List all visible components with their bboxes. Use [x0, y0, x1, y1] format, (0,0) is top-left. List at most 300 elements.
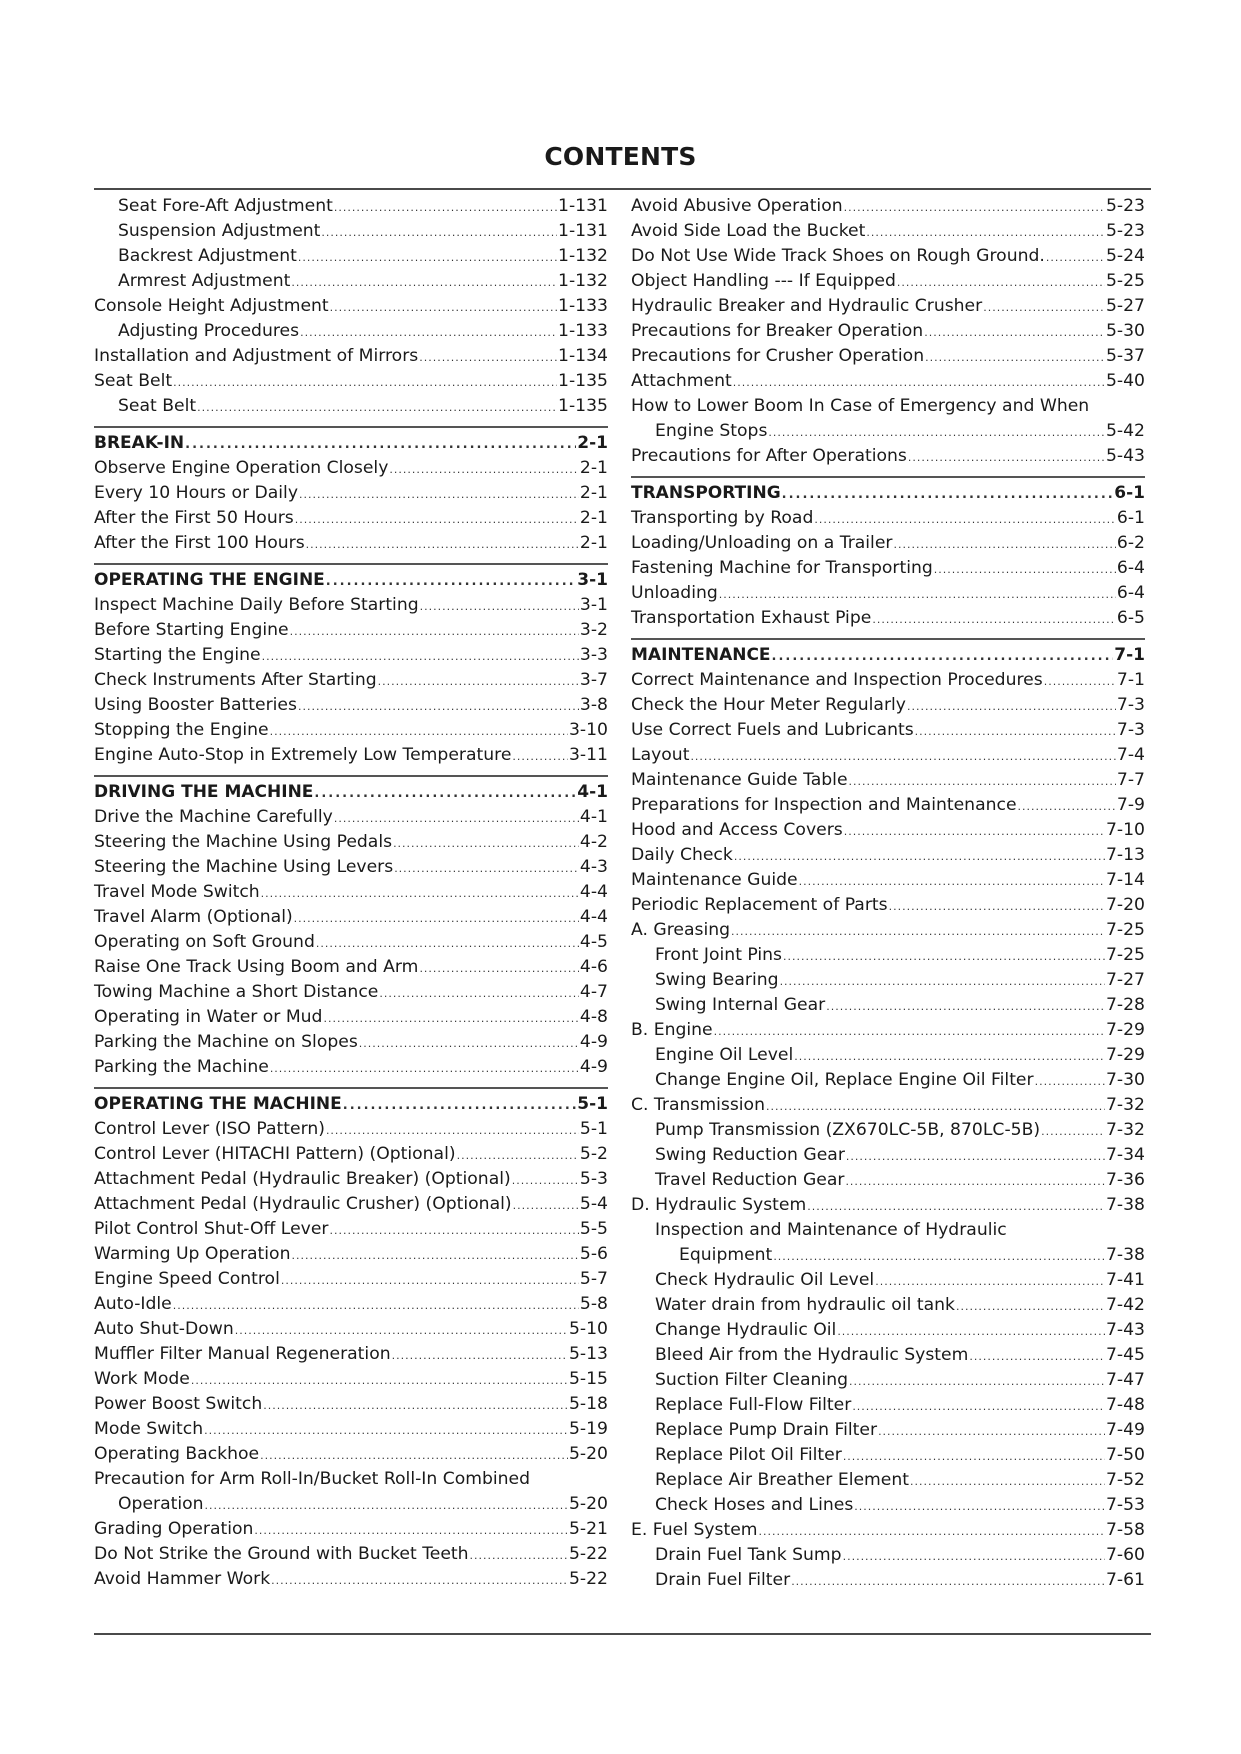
toc-page-number: 4-1 [579, 807, 608, 827]
toc-entry-title: Seat Fore-Aft Adjustment [118, 196, 333, 216]
toc-entry[interactable] [94, 1317, 608, 1342]
dot-leader [759, 1519, 1105, 1544]
toc-entry[interactable] [631, 1493, 1145, 1518]
toc-entry[interactable] [631, 1518, 1145, 1543]
toc-page-number: 7-45 [1105, 1345, 1145, 1365]
dot-leader [281, 1268, 579, 1293]
toc-page-number: 5-37 [1105, 346, 1145, 366]
dot-leader [300, 320, 557, 345]
toc-entry[interactable] [631, 194, 1145, 219]
toc-entry[interactable] [94, 743, 608, 768]
dot-leader [254, 1518, 568, 1543]
toc-entry-title: Operating Backhoe [94, 1444, 260, 1464]
dot-leader [907, 694, 1116, 719]
dot-leader [457, 1143, 579, 1168]
dot-leader [780, 969, 1105, 994]
dot-leader [185, 432, 576, 457]
toc-entry[interactable] [631, 893, 1145, 918]
toc-entry[interactable] [94, 880, 608, 905]
dot-leader [261, 881, 579, 906]
toc-entry[interactable] [631, 1018, 1145, 1043]
toc-entry[interactable] [94, 930, 608, 955]
toc-page-number: 7-14 [1105, 870, 1145, 890]
toc-entry[interactable] [94, 1192, 608, 1217]
toc-entry-title: Drive the Machine Carefully [94, 807, 333, 827]
toc-entry[interactable] [631, 1243, 1145, 1268]
toc-entry-title: Precaution for Arm Roll-In/Bucket Roll-In Combined [94, 1469, 531, 1489]
toc-page-number: 1-135 [558, 396, 608, 416]
bottom-divider [94, 1633, 1151, 1635]
toc-page-number: 5-20 [568, 1444, 608, 1464]
toc-entry-title: Adjusting Procedures [118, 321, 300, 341]
toc-entry[interactable] [631, 743, 1145, 768]
dot-leader [270, 719, 568, 744]
toc-entry-title: Avoid Abusive Operation [631, 196, 843, 216]
dot-leader [772, 644, 1114, 669]
toc-entry[interactable] [631, 843, 1145, 868]
toc-entry-title: Hydraulic Breaker and Hydraulic Crusher [631, 296, 983, 316]
dot-leader [893, 532, 1115, 557]
toc-page-number: 5-22 [568, 1544, 608, 1564]
toc-page-number: 5-15 [568, 1369, 608, 1389]
dot-leader [969, 1344, 1105, 1369]
toc-entry[interactable] [94, 830, 608, 855]
toc-entry[interactable] [94, 593, 608, 618]
toc-entry[interactable] [631, 693, 1145, 718]
toc-entry[interactable] [94, 1005, 608, 1030]
dot-leader [470, 1543, 568, 1568]
toc-entry-title: D. Hydraulic System [631, 1195, 807, 1215]
toc-section-heading[interactable] [631, 476, 1145, 506]
dot-leader [389, 457, 579, 482]
toc-entry-title: After the First 100 Hours [94, 533, 305, 553]
toc-entry[interactable] [94, 1217, 608, 1242]
toc-entry[interactable] [631, 768, 1145, 793]
toc-entry[interactable] [631, 319, 1145, 344]
toc-page-number: 6-5 [1116, 608, 1145, 628]
dot-leader [846, 1144, 1105, 1169]
toc-entry[interactable] [631, 1468, 1145, 1493]
dot-leader [843, 1444, 1105, 1469]
dot-leader [197, 395, 557, 420]
toc-entry-title: Check Hoses and Lines [655, 1495, 854, 1515]
toc-entry-title: Preparations for Inspection and Maintenance [631, 795, 1017, 815]
toc-entry[interactable] [94, 955, 608, 980]
toc-entry-title: Maintenance Guide Table [631, 770, 848, 790]
dot-leader [379, 981, 579, 1006]
toc-entry-title: Steering the Machine Using Pedals [94, 832, 393, 852]
toc-entry-title: Travel Reduction Gear [655, 1170, 845, 1190]
toc-entry[interactable] [631, 993, 1145, 1018]
toc-page-number: 3-8 [579, 695, 608, 715]
toc-entry[interactable] [94, 269, 608, 294]
toc-entry-title: Swing Internal Gear [655, 995, 826, 1015]
dot-leader [298, 245, 557, 270]
dot-leader [826, 994, 1105, 1019]
toc-entry[interactable] [631, 506, 1145, 531]
toc-page-number: 2-1 [579, 508, 608, 528]
toc-page-number: 7-13 [1105, 845, 1145, 865]
toc-entry-title: Engine Speed Control [94, 1269, 280, 1289]
toc-page-number: 4-3 [579, 857, 608, 877]
dot-leader [306, 532, 579, 557]
dot-leader [983, 295, 1105, 320]
dot-leader [235, 1318, 568, 1343]
dot-leader [783, 944, 1105, 969]
toc-page-number: 7-34 [1105, 1145, 1145, 1165]
toc-entry[interactable] [94, 394, 608, 419]
toc-page-number: 7-49 [1105, 1420, 1145, 1440]
toc-page-number: 5-27 [1105, 296, 1145, 316]
toc-entry[interactable] [94, 1517, 608, 1542]
toc-entry-title: Do Not Strike the Ground with Bucket Teeth [94, 1544, 469, 1564]
toc-entry[interactable] [94, 1167, 608, 1192]
toc-page-number: 5-25 [1105, 271, 1145, 291]
dot-leader [733, 370, 1105, 395]
toc-entry[interactable] [94, 294, 608, 319]
toc-entry[interactable] [631, 556, 1145, 581]
toc-entry-line [631, 394, 1145, 419]
toc-entry[interactable] [94, 456, 608, 481]
dot-leader [334, 806, 579, 831]
toc-entry-title: Precautions for Breaker Operation [631, 321, 924, 341]
dot-leader [844, 195, 1105, 220]
toc-entry[interactable] [94, 980, 608, 1005]
toc-entry-title: Replace Air Breather Element [655, 1470, 909, 1490]
toc-entry[interactable] [631, 606, 1145, 631]
toc-entry[interactable] [631, 1093, 1145, 1118]
toc-entry-title: Backrest Adjustment [118, 246, 297, 266]
dot-leader [290, 619, 579, 644]
dot-leader [807, 1194, 1105, 1219]
toc-entry-line [631, 1218, 1145, 1243]
dot-leader [908, 445, 1105, 470]
toc-entry-title: Precautions for Crusher Operation [631, 346, 925, 366]
toc-entry[interactable] [631, 1068, 1145, 1093]
toc-page-number: 5-3 [579, 1169, 608, 1189]
toc-right-column [631, 194, 1145, 1593]
toc-section-heading[interactable] [631, 638, 1145, 668]
toc-section-heading[interactable] [94, 775, 608, 805]
toc-entry-title: Transporting by Road [631, 508, 814, 528]
toc-entry[interactable] [631, 1043, 1145, 1068]
toc-entry[interactable] [94, 1542, 608, 1567]
toc-entry-title: Suction Filter Cleaning [655, 1370, 849, 1390]
toc-entry-title: Control Lever (HITACHI Pattern) (Optional) [94, 1144, 456, 1164]
toc-page-number: 7-25 [1105, 945, 1145, 965]
toc-entry[interactable] [94, 244, 608, 269]
toc-page-number: 4-6 [579, 957, 608, 977]
dot-leader [849, 769, 1116, 794]
toc-entry[interactable] [631, 793, 1145, 818]
dot-leader [889, 894, 1105, 919]
dot-leader [837, 1319, 1105, 1344]
toc-entry[interactable] [94, 481, 608, 506]
dot-leader [782, 482, 1114, 507]
dot-leader [1046, 245, 1105, 270]
toc-page-number: 1-134 [558, 346, 608, 366]
toc-entry[interactable] [631, 1418, 1145, 1443]
toc-page-number: 5-20 [568, 1494, 608, 1514]
toc-entry-title: Periodic Replacement of Parts [631, 895, 888, 915]
toc-entry-title: Replace Full-Flow Filter [655, 1395, 852, 1415]
toc-page-number: 7-4 [1116, 745, 1145, 765]
toc-page-number: 5-22 [568, 1569, 608, 1589]
toc-entry[interactable] [94, 805, 608, 830]
toc-page-number: 7-50 [1105, 1445, 1145, 1465]
toc-entry[interactable] [94, 1567, 608, 1592]
dot-leader [420, 594, 579, 619]
toc-page-number: 5-8 [579, 1294, 608, 1314]
dot-leader [392, 1343, 568, 1368]
toc-entry[interactable] [94, 369, 608, 394]
toc-entry[interactable] [94, 319, 608, 344]
toc-entry[interactable] [94, 905, 608, 930]
toc-entry[interactable] [94, 1117, 608, 1142]
toc-entry[interactable] [631, 269, 1145, 294]
toc-entry[interactable] [94, 194, 608, 219]
toc-page-number: 3-3 [579, 645, 608, 665]
toc-page-number: 5-1 [577, 1094, 608, 1114]
toc-entry[interactable] [94, 693, 608, 718]
dot-leader [334, 195, 557, 220]
toc-page-number: 4-1 [577, 782, 608, 802]
toc-entry[interactable] [631, 943, 1145, 968]
toc-entry[interactable] [631, 668, 1145, 693]
toc-entry[interactable] [94, 1242, 608, 1267]
toc-page-number: 5-19 [568, 1419, 608, 1439]
toc-entry[interactable] [631, 219, 1145, 244]
toc-entry-title: Daily Check [631, 845, 733, 865]
toc-entry[interactable] [94, 219, 608, 244]
toc-entry[interactable] [631, 1368, 1145, 1393]
dot-leader [852, 1394, 1105, 1419]
toc-page-number: 4-8 [579, 1007, 608, 1027]
toc-entry-title: Travel Alarm (Optional) [94, 907, 293, 927]
toc-entry[interactable] [94, 668, 608, 693]
dot-leader [291, 270, 557, 295]
toc-page-number: 7-38 [1105, 1195, 1145, 1215]
toc-entry-title: Equipment [679, 1245, 773, 1265]
dot-leader [849, 1369, 1105, 1394]
dot-leader [205, 1493, 568, 1518]
toc-page-number: 7-53 [1105, 1495, 1145, 1515]
dot-leader [934, 557, 1116, 582]
toc-entry[interactable] [631, 531, 1145, 556]
toc-entry-title: Parking the Machine on Slopes [94, 1032, 358, 1052]
toc-entry[interactable] [631, 294, 1145, 319]
toc-page-number: 7-28 [1105, 995, 1145, 1015]
toc-entry[interactable] [631, 818, 1145, 843]
toc-entry[interactable] [94, 531, 608, 556]
toc-page-number: 4-4 [579, 882, 608, 902]
toc-entry[interactable] [94, 643, 608, 668]
toc-entry[interactable] [631, 369, 1145, 394]
dot-leader [799, 869, 1105, 894]
toc-entry-title: Loading/Unloading on a Trailer [631, 533, 893, 553]
toc-entry[interactable] [94, 855, 608, 880]
toc-page-number: 5-23 [1105, 196, 1145, 216]
toc-entry[interactable] [631, 1293, 1145, 1318]
toc-entry[interactable] [631, 1143, 1145, 1168]
dot-leader [872, 607, 1116, 632]
toc-entry-title: Auto Shut-Down [94, 1319, 234, 1339]
toc-entry-title: Change Engine Oil, Replace Engine Oil Filter [655, 1070, 1034, 1090]
toc-entry-title: Change Hydraulic Oil [655, 1320, 837, 1340]
toc-entry-title: Operation [118, 1494, 204, 1514]
toc-entry[interactable] [631, 1118, 1145, 1143]
toc-page-number: 7-7 [1116, 770, 1145, 790]
dot-leader [690, 744, 1115, 769]
toc-entry-title: Inspect Machine Daily Before Starting [94, 595, 419, 615]
toc-page-number: 5-24 [1105, 246, 1145, 266]
toc-page-number: 7-48 [1105, 1395, 1145, 1415]
toc-entry-title: Control Lever (ISO Pattern) [94, 1119, 325, 1139]
toc-entry[interactable] [94, 1142, 608, 1167]
dot-leader [844, 819, 1105, 844]
dot-leader [173, 370, 557, 395]
toc-entry[interactable] [94, 718, 608, 743]
dot-leader [910, 1469, 1105, 1494]
toc-entry[interactable] [94, 1417, 608, 1442]
toc-entry-title: Observe Engine Operation Closely [94, 458, 389, 478]
toc-entry[interactable] [631, 1268, 1145, 1293]
dot-leader [925, 345, 1105, 370]
toc-entry-title: Auto-Idle [94, 1294, 172, 1314]
toc-entry-title: Attachment Pedal (Hydraulic Crusher) (Optional) [94, 1194, 512, 1214]
dot-leader [956, 1294, 1105, 1319]
toc-section-heading[interactable] [94, 426, 608, 456]
toc-entry[interactable] [631, 968, 1145, 993]
toc-page-number: 5-43 [1105, 446, 1145, 466]
toc-entry[interactable] [631, 1318, 1145, 1343]
toc-entry-title: Use Correct Fuels and Lubricants [631, 720, 914, 740]
toc-entry[interactable] [94, 1392, 608, 1417]
toc-entry-title: After the First 50 Hours [94, 508, 294, 528]
toc-entry-title: Parking the Machine [94, 1057, 269, 1077]
toc-entry-title: Object Handling --- If Equipped [631, 271, 896, 291]
toc-entry[interactable] [631, 581, 1145, 606]
toc-entry-title: Check the Hour Meter Regularly [631, 695, 906, 715]
toc-page-number: 5-10 [568, 1319, 608, 1339]
toc-page-number: 5-13 [568, 1344, 608, 1364]
dot-leader [260, 1443, 568, 1468]
toc-page-number: 5-18 [568, 1394, 608, 1414]
toc-entry[interactable] [631, 918, 1145, 943]
toc-entry-title: Power Boost Switch [94, 1394, 263, 1414]
dot-leader [1018, 794, 1116, 819]
toc-page-number: 2-1 [579, 483, 608, 503]
toc-page-number: 5-23 [1105, 221, 1145, 241]
toc-page-number: 7-61 [1105, 1570, 1145, 1590]
toc-entry[interactable] [631, 1393, 1145, 1418]
toc-entry-title: Work Mode [94, 1369, 190, 1389]
toc-page-number: 7-60 [1105, 1545, 1145, 1565]
toc-entry-title: Operating in Water or Mud [94, 1007, 323, 1027]
toc-page-number: 5-7 [579, 1269, 608, 1289]
toc-entry[interactable] [94, 1442, 608, 1467]
toc-entry[interactable] [631, 868, 1145, 893]
toc-page-number: 1-133 [558, 296, 608, 316]
toc-entry[interactable] [631, 1568, 1145, 1593]
toc-entry[interactable] [94, 618, 608, 643]
toc-entry[interactable] [94, 1267, 608, 1292]
dot-leader [791, 1569, 1105, 1594]
toc-page-number: 7-32 [1105, 1095, 1145, 1115]
toc-entry-title: Avoid Side Load the Bucket [631, 221, 866, 241]
toc-section-heading[interactable] [94, 563, 608, 593]
toc-entry[interactable] [631, 1443, 1145, 1468]
toc-entry[interactable] [94, 1030, 608, 1055]
toc-page-number: 6-1 [1116, 508, 1145, 528]
toc-page-number: 7-1 [1114, 645, 1145, 665]
toc-entry[interactable] [94, 1292, 608, 1317]
toc-entry[interactable] [631, 444, 1145, 469]
toc-entry[interactable] [631, 718, 1145, 743]
toc-page-number: 6-4 [1116, 583, 1145, 603]
dot-leader [314, 781, 576, 806]
toc-entry-title: Layout [631, 745, 690, 765]
toc-entry-title: Muffler Filter Manual Regeneration [94, 1344, 391, 1364]
toc-entry-title: B. Engine [631, 1020, 713, 1040]
toc-entry-title: Seat Belt [94, 371, 173, 391]
toc-entry[interactable] [631, 1343, 1145, 1368]
toc-entry[interactable] [631, 1543, 1145, 1568]
toc-entry[interactable] [94, 1492, 608, 1517]
toc-page-number: 1-135 [558, 371, 608, 391]
toc-entry-title: Starting the Engine [94, 645, 261, 665]
toc-entry[interactable] [94, 1055, 608, 1080]
dot-leader [1044, 669, 1116, 694]
toc-entry[interactable] [631, 419, 1145, 444]
dot-leader [204, 1418, 568, 1443]
toc-entry-title: Warming Up Operation [94, 1244, 291, 1264]
page-title: CONTENTS [544, 142, 697, 171]
toc-entry-title: Console Height Adjustment [94, 296, 329, 316]
dot-leader [323, 1006, 578, 1031]
toc-entry[interactable] [631, 1168, 1145, 1193]
toc-entry[interactable] [631, 344, 1145, 369]
toc-page-number: 5-4 [579, 1194, 608, 1214]
dot-leader [897, 270, 1105, 295]
toc-page-number: 5-40 [1105, 371, 1145, 391]
dot-leader [294, 906, 579, 931]
toc-page-number: 7-38 [1105, 1245, 1145, 1265]
toc-entry-title: E. Fuel System [631, 1520, 758, 1540]
toc-entry[interactable] [631, 244, 1145, 269]
toc-entry-title: Swing Bearing [655, 970, 779, 990]
toc-entry[interactable] [631, 1193, 1145, 1218]
toc-left-column [94, 194, 608, 1592]
dot-leader [263, 1393, 568, 1418]
dot-leader [768, 420, 1105, 445]
toc-entry-title: Unloading [631, 583, 718, 603]
toc-section-heading[interactable] [94, 1087, 608, 1117]
dot-leader [419, 345, 557, 370]
toc-page-number: 7-3 [1116, 720, 1145, 740]
toc-entry[interactable] [94, 1342, 608, 1367]
dot-leader [329, 1218, 578, 1243]
dot-leader [794, 1044, 1105, 1069]
toc-section-title: OPERATING THE ENGINE [94, 570, 325, 590]
toc-entry-title: Correct Maintenance and Inspection Procedures [631, 670, 1043, 690]
dot-leader [191, 1368, 568, 1393]
toc-section-title: DRIVING THE MACHINE [94, 782, 314, 802]
toc-entry[interactable] [94, 344, 608, 369]
toc-entry[interactable] [94, 506, 608, 531]
toc-entry[interactable] [94, 1367, 608, 1392]
toc-section-title: OPERATING THE MACHINE [94, 1094, 342, 1114]
